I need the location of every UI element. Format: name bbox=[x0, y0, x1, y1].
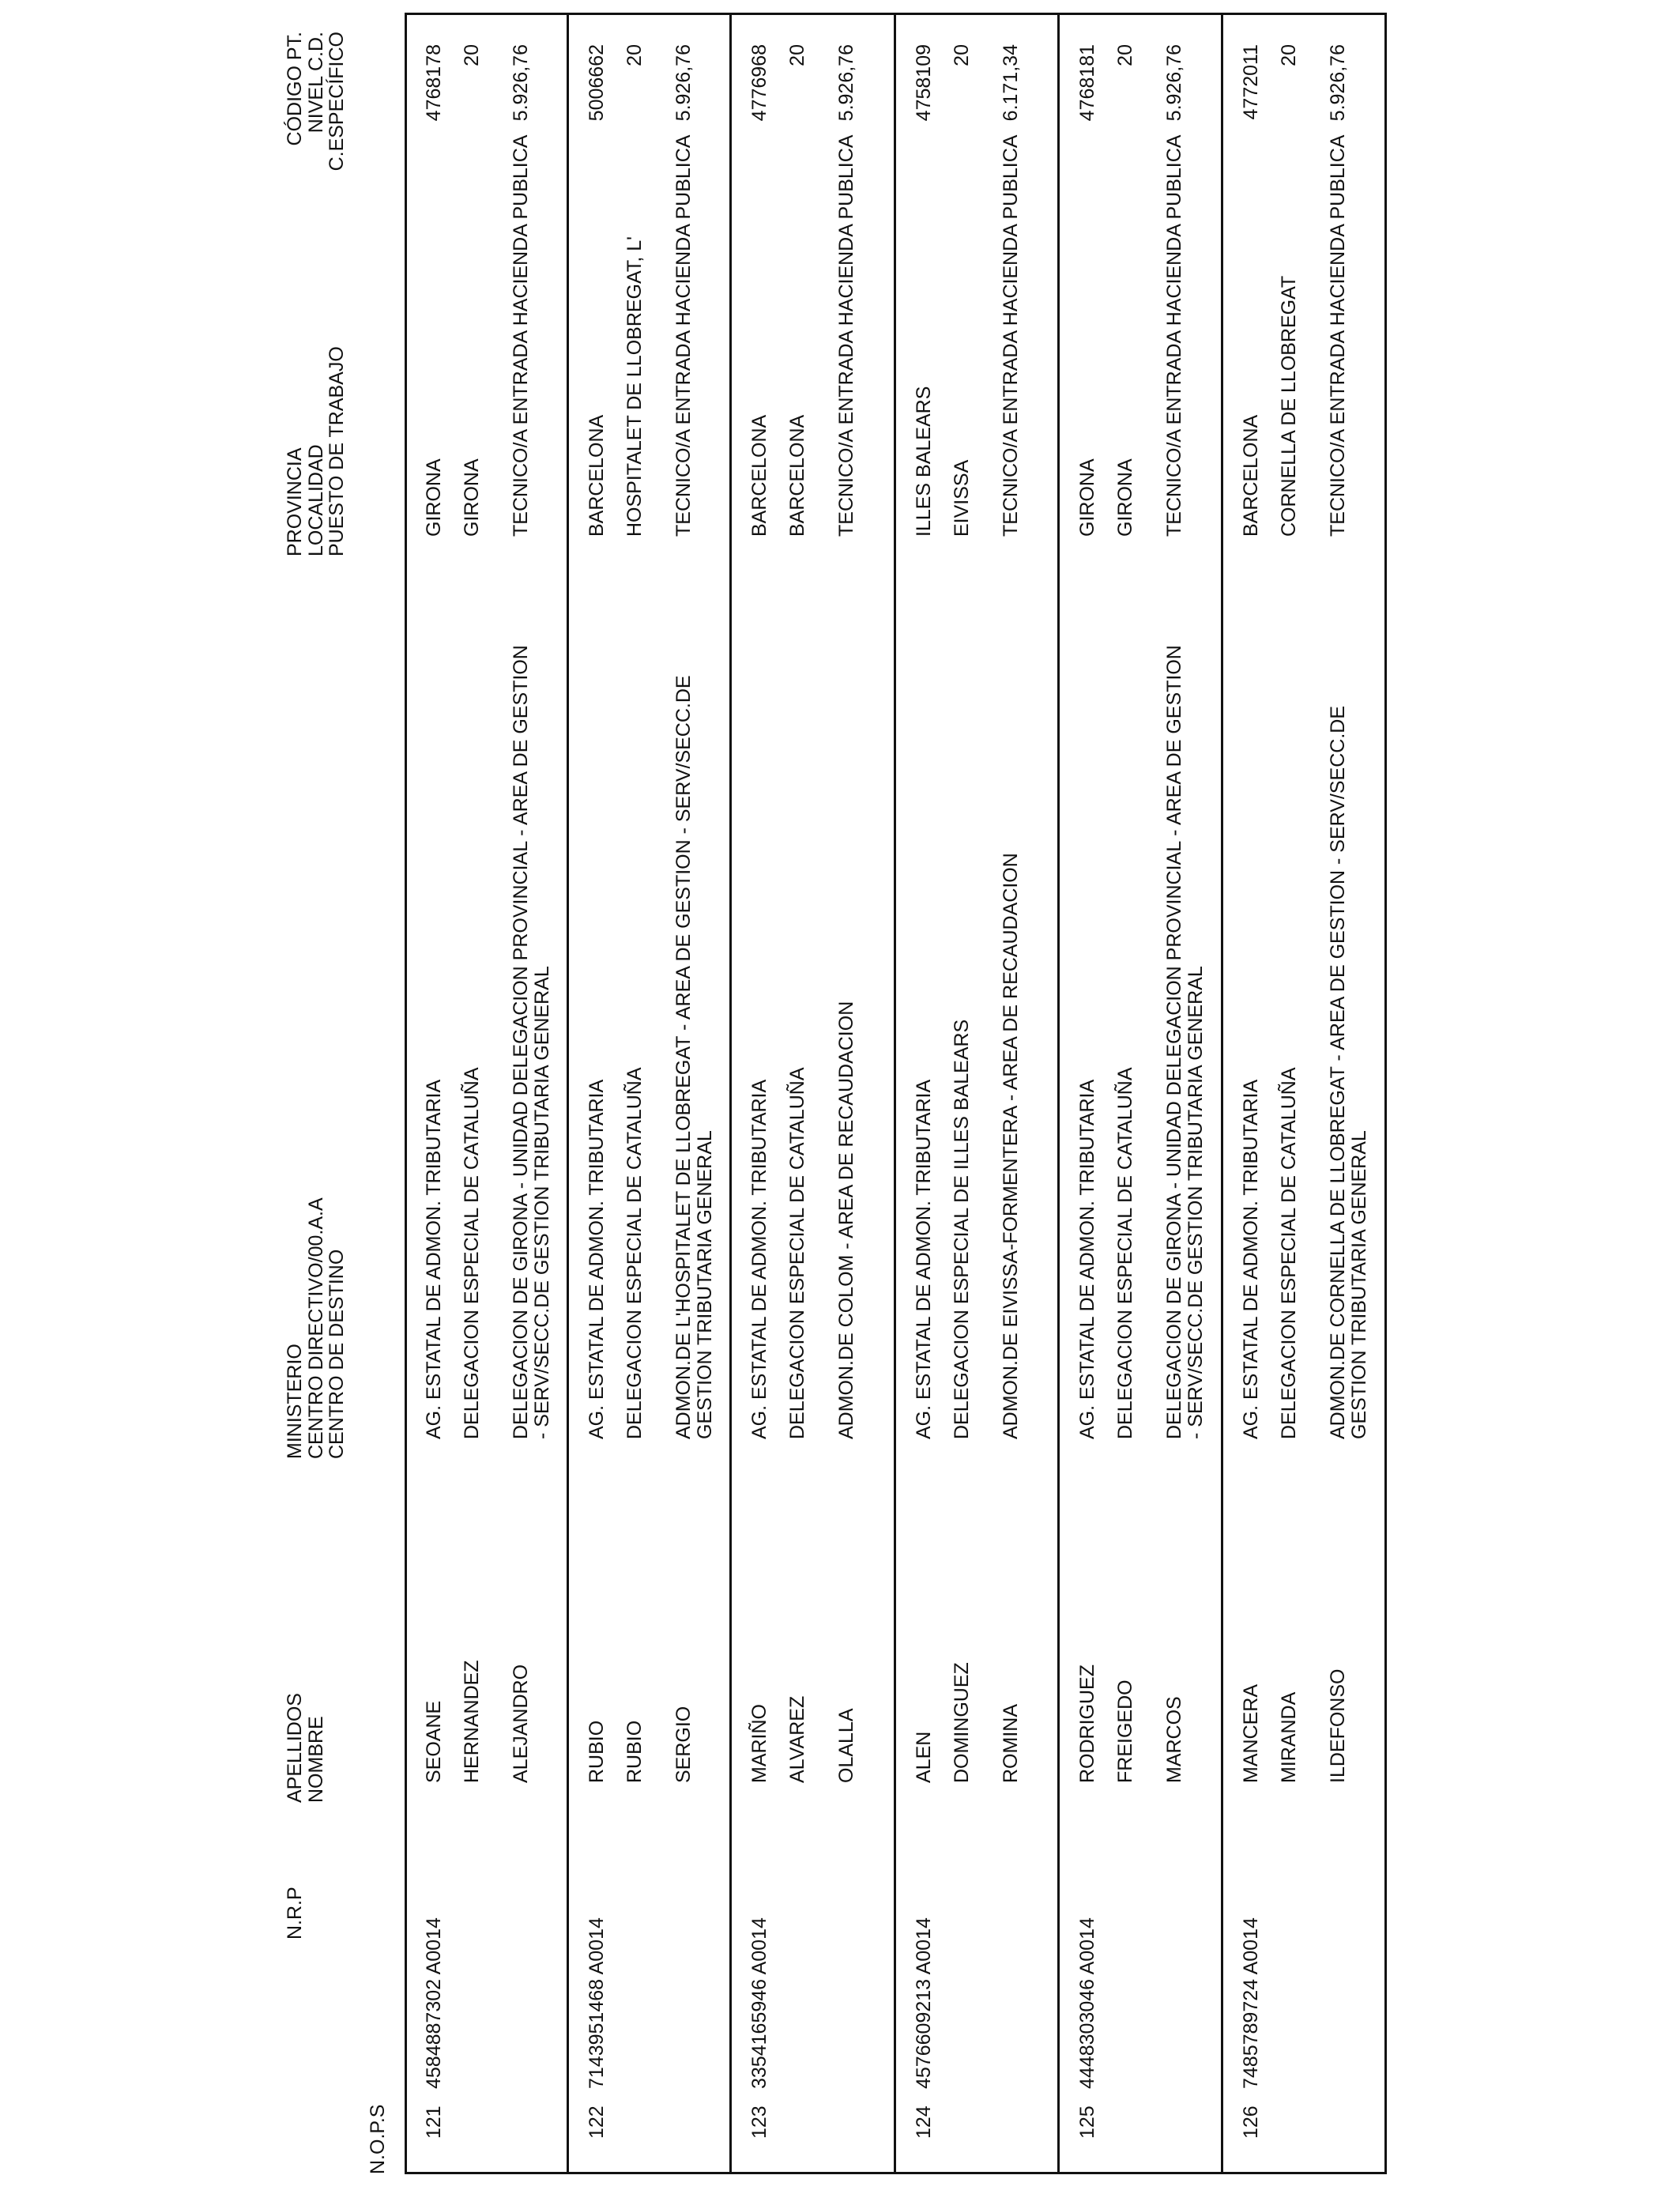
header-ministerio-centro bbox=[284, 1197, 348, 1459]
row-nombre: MARCOS bbox=[1163, 1696, 1185, 1783]
row-centro-destino: ADMON.DE EIVISSA-FORMENTERA - AREA DE RECAUDACION bbox=[1000, 853, 1022, 1439]
row-divider bbox=[894, 13, 896, 2174]
row-nivel: 20 bbox=[1114, 44, 1136, 66]
row-apellido2: FREIGEDO bbox=[1114, 1679, 1136, 1783]
header-provincia-puesto bbox=[284, 346, 348, 556]
row-provincia: ILLES BALEARS bbox=[913, 386, 935, 537]
row-apellido1: RODRIGUEZ bbox=[1076, 1664, 1098, 1783]
header-centro-destino-label: CENTRO DE DESTINO bbox=[326, 1249, 348, 1459]
row-centro-directivo: DELEGACION ESPECIAL DE CATALUÑA bbox=[461, 1067, 483, 1439]
row-centro-destino: ADMON.DE COLOM - AREA DE RECAUDACION bbox=[835, 1001, 857, 1439]
row-codigo: 4768181 bbox=[1076, 44, 1098, 122]
row-ministerio: AG. ESTATAL DE ADMON. TRIBUTARIA bbox=[1240, 1079, 1262, 1439]
row-ministerio: AG. ESTATAL DE ADMON. TRIBUTARIA bbox=[1076, 1079, 1098, 1439]
row-codigo: 4776968 bbox=[748, 44, 770, 122]
row-number: 121 bbox=[423, 2105, 445, 2139]
row-centro-destino: DELEGACION DE GIRONA - UNIDAD DELEGACION PROVINCIAL - AREA DE GESTION - SERV/SECC.DE GESTION TRIBUTARIA GENERAL bbox=[1163, 645, 1207, 1439]
row-centro-directivo: DELEGACION ESPECIAL DE CATALUÑA bbox=[1114, 1067, 1136, 1439]
header-especifico-label: C.ESPECÍFICO bbox=[326, 32, 348, 172]
row-nrp: 4584887302 A0014 bbox=[423, 1917, 445, 2089]
row-centro-directivo: DELEGACION ESPECIAL DE ILLES BALEARS bbox=[951, 1019, 973, 1439]
header-codigo-nivel bbox=[284, 32, 348, 171]
header-centro-directivo-label: CENTRO DIRECTIVO/00.A.A bbox=[304, 1197, 327, 1459]
header-ministerio-label: MINISTERIO bbox=[284, 1344, 306, 1459]
header-puesto-label: PUESTO DE TRABAJO bbox=[326, 346, 348, 556]
row-nrp: 7143951468 A0014 bbox=[586, 1917, 608, 2089]
row-codigo: 4768178 bbox=[423, 44, 445, 122]
row-localidad: HOSPITALET DE LLOBREGAT, L' bbox=[623, 236, 646, 537]
header-nombre-label: NOMBRE bbox=[304, 1716, 327, 1803]
row-nivel: 20 bbox=[623, 44, 646, 66]
row-localidad: GIRONA bbox=[1114, 458, 1136, 537]
row-centro-directivo: DELEGACION ESPECIAL DE CATALUÑA bbox=[623, 1067, 646, 1439]
row-nombre: SERGIO bbox=[672, 1706, 695, 1783]
row-number: 124 bbox=[913, 2105, 935, 2139]
row-ministerio: AG. ESTATAL DE ADMON. TRIBUTARIA bbox=[423, 1079, 445, 1439]
header-nops bbox=[367, 2105, 389, 2174]
row-apellido2: HERNANDEZ bbox=[461, 1660, 483, 1783]
row-number: 123 bbox=[748, 2105, 770, 2139]
row-number: 126 bbox=[1240, 2105, 1262, 2139]
row-provincia: BARCELONA bbox=[586, 414, 608, 537]
row-localidad: BARCELONA bbox=[786, 414, 808, 537]
row-apellido1: SEOANE bbox=[423, 1700, 445, 1783]
row-centro-destino: DELEGACION DE GIRONA - UNIDAD DELEGACION PROVINCIAL - AREA DE GESTION - SERV/SECC.DE GESTION TRIBUTARIA GENERAL bbox=[510, 645, 553, 1439]
row-apellido1: RUBIO bbox=[586, 1720, 608, 1783]
header-apellidos-label: APELLIDOS bbox=[284, 1693, 306, 1803]
row-nombre: ROMINA bbox=[1000, 1704, 1022, 1783]
header-nrp bbox=[284, 1887, 306, 1940]
row-centro-destino: ADMON.DE L'HOSPITALET DE LLOBREGAT - AREA DE GESTION - SERV/SECC.DE GESTION TRIBUTARIA GENERAL bbox=[672, 675, 716, 1439]
row-apellido1: MANCERA bbox=[1240, 1683, 1262, 1783]
row-number: 125 bbox=[1076, 2105, 1098, 2139]
row-apellido1: MARIÑO bbox=[748, 1704, 770, 1783]
row-apellido1: ALEN bbox=[913, 1731, 935, 1783]
row-puesto: TECNICO/A ENTRADA HACIENDA PUBLICA bbox=[672, 134, 695, 537]
row-nombre: ILDEFONSO bbox=[1327, 1668, 1349, 1783]
row-especifico: 5.926,76 bbox=[1327, 44, 1349, 122]
row-especifico: 5.926,76 bbox=[672, 44, 695, 122]
row-apellido2: MIRANDA bbox=[1278, 1691, 1300, 1783]
row-nrp: 4448303046 A0014 bbox=[1076, 1917, 1098, 2089]
row-apellido2: RUBIO bbox=[623, 1720, 646, 1783]
row-divider bbox=[729, 13, 732, 2174]
row-number: 122 bbox=[586, 2105, 608, 2139]
header-nops-label: N.O.P.S bbox=[367, 2104, 389, 2174]
row-codigo: 4772011 bbox=[1240, 44, 1262, 120]
row-provincia: BARCELONA bbox=[1240, 414, 1262, 537]
row-puesto: TECNICO/A ENTRADA HACIENDA PUBLICA bbox=[1163, 134, 1185, 537]
header-provincia-label: PROVINCIA bbox=[284, 447, 306, 556]
row-apellido2: DOMINGUEZ bbox=[951, 1662, 973, 1783]
row-nombre: ALEJANDRO bbox=[510, 1664, 532, 1783]
row-provincia: GIRONA bbox=[1076, 458, 1098, 537]
row-puesto: TECNICO/A ENTRADA HACIENDA PUBLICA bbox=[835, 134, 857, 537]
row-ministerio: AG. ESTATAL DE ADMON. TRIBUTARIA bbox=[586, 1079, 608, 1439]
header-nivel-label: NIVEL C.D. bbox=[304, 32, 327, 134]
row-especifico: 5.926,76 bbox=[1163, 44, 1185, 122]
row-centro-directivo: DELEGACION ESPECIAL DE CATALUÑA bbox=[786, 1067, 808, 1439]
row-ministerio: AG. ESTATAL DE ADMON. TRIBUTARIA bbox=[748, 1079, 770, 1439]
row-puesto: TECNICO/A ENTRADA HACIENDA PUBLICA bbox=[1000, 134, 1022, 537]
row-localidad: EIVISSA bbox=[951, 459, 973, 537]
header-nrp-label: N.R.P bbox=[284, 1887, 306, 1940]
row-apellido2: ALVAREZ bbox=[786, 1695, 808, 1783]
row-codigo: 5006662 bbox=[586, 44, 608, 122]
row-especifico: 6.171,34 bbox=[1000, 44, 1022, 122]
header-localidad-label: LOCALIDAD bbox=[304, 444, 327, 556]
row-puesto: TECNICO/A ENTRADA HACIENDA PUBLICA bbox=[1327, 134, 1349, 537]
row-nivel: 20 bbox=[951, 44, 973, 66]
row-divider bbox=[1221, 13, 1223, 2174]
row-centro-directivo: DELEGACION ESPECIAL DE CATALUÑA bbox=[1278, 1067, 1300, 1439]
row-nrp: 3354165946 A0014 bbox=[748, 1917, 770, 2089]
row-nrp: 7485789724 A0014 bbox=[1240, 1917, 1262, 2089]
row-provincia: GIRONA bbox=[423, 458, 445, 537]
row-divider bbox=[567, 13, 569, 2174]
row-nombre: OLALLA bbox=[835, 1708, 857, 1783]
row-localidad: GIRONA bbox=[461, 458, 483, 537]
row-nivel: 20 bbox=[461, 44, 483, 66]
header-codigo-label: CÓDIGO PT. bbox=[284, 32, 306, 146]
row-localidad: CORNELLA DE LLOBREGAT bbox=[1278, 275, 1300, 537]
row-nrp: 4576609213 A0014 bbox=[913, 1917, 935, 2089]
row-provincia: BARCELONA bbox=[748, 414, 770, 537]
header-apellidos-nombre bbox=[284, 1693, 326, 1803]
row-divider bbox=[1057, 13, 1060, 2174]
row-codigo: 4758109 bbox=[913, 44, 935, 122]
row-ministerio: AG. ESTATAL DE ADMON. TRIBUTARIA bbox=[913, 1079, 935, 1439]
row-especifico: 5.926,76 bbox=[835, 44, 857, 122]
row-puesto: TECNICO/A ENTRADA HACIENDA PUBLICA bbox=[510, 134, 532, 537]
row-centro-destino: ADMON.DE CORNELLA DE LLOBREGAT - AREA DE GESTION - SERV/SECC.DE GESTION TRIBUTARIA GENERAL bbox=[1327, 705, 1370, 1439]
row-nivel: 20 bbox=[1278, 44, 1300, 66]
row-especifico: 5.926,76 bbox=[510, 44, 532, 122]
row-nivel: 20 bbox=[786, 44, 808, 66]
